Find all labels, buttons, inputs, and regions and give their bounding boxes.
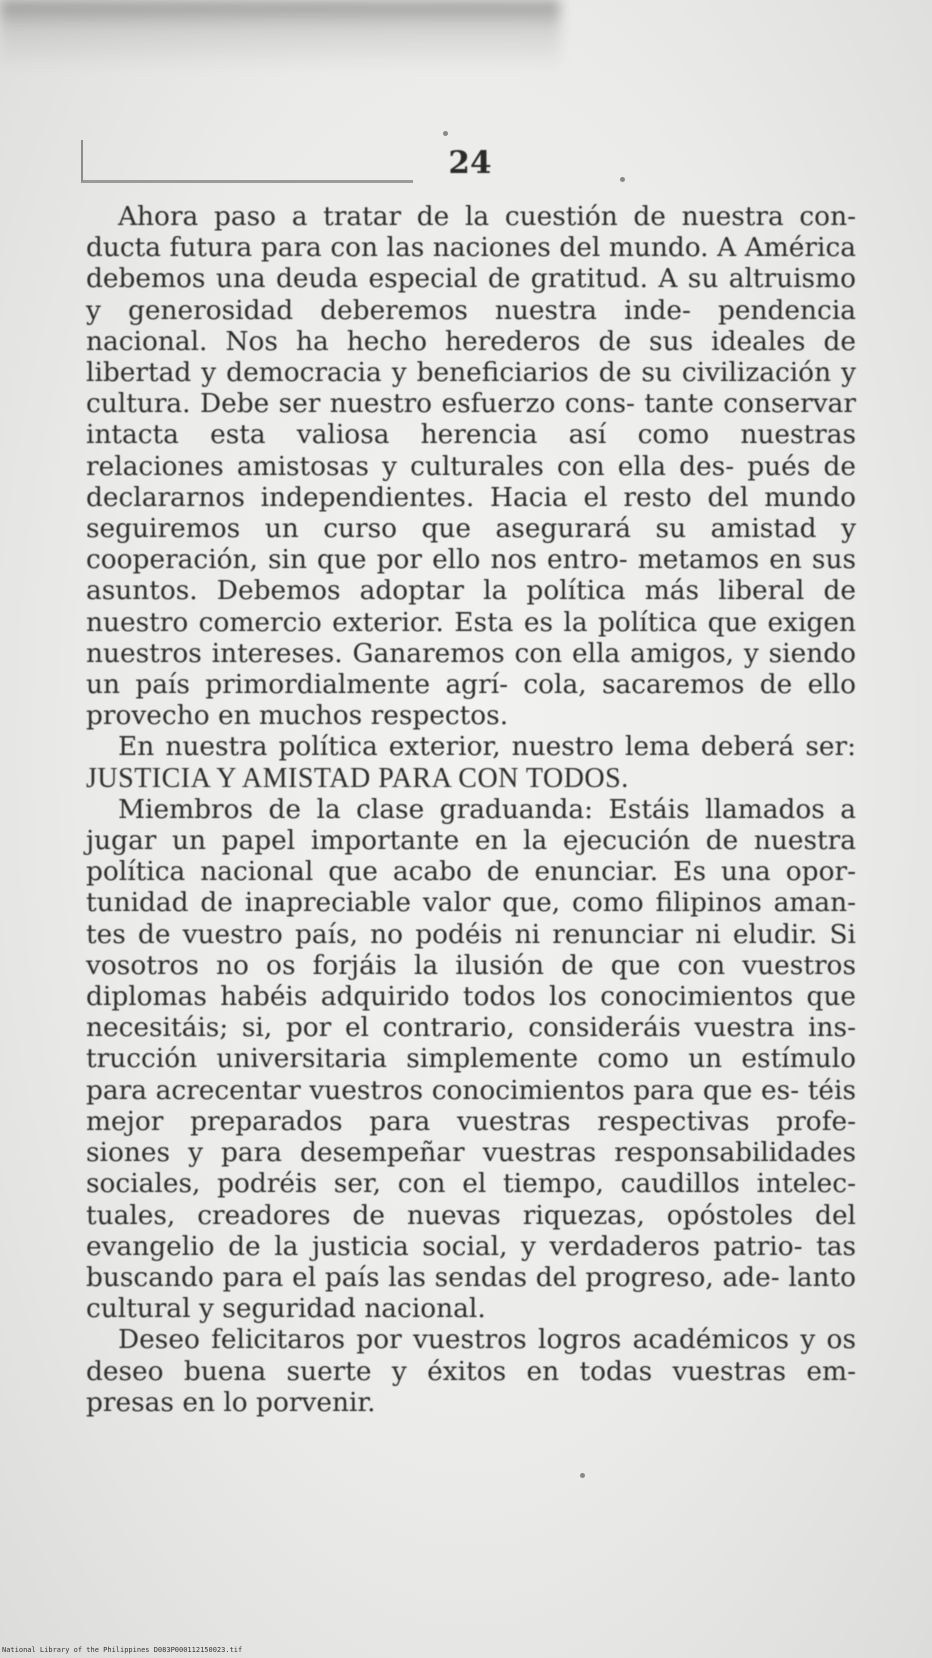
- scan-source-label: National Library of the Philippines D083P000112150023.tif: [2, 1646, 243, 1654]
- motto-text: JUSTICIA Y AMISTAD PARA CON TODOS.: [86, 762, 629, 794]
- body-text: [86, 201, 856, 1418]
- ink-speck: [620, 177, 625, 182]
- ink-speck: [443, 131, 448, 136]
- print-corner-mark: [81, 140, 413, 183]
- paragraph-graduating-class: Miembros de la clase graduanda: Estáis llamados a jugar un papel importante en la ejecución de nuestra política nacional que acabo de enunciar. Es una opor- tunidad de inapreciable valor que, como filipinos aman- tes de vuestro país, no podéis ni renunciar ni eludir. Si vosotros no os forjáis la ilusión de que con vuestros diplomas habéis adquirido todos los conocimientos que necesitáis; si, por el contrario, consideráis vuestra ins- trucción universitaria simplemente como un estímulo para acrecentar vuestros conocimientos para que es- téis mejor preparados para vuestras respectivas profe- siones y para desempeñar vuestras responsabilidades sociales, podréis ser, con el tiempo, caudillos intelec- tuales, creadores de nuevas riquezas, opóstoles del evangelio de la justicia social, y verdaderos patrio- tas buscando para el país las sendas del progreso, ade- lanto cultural y seguridad nacional.: [86, 793, 856, 1325]
- motto-intro: En nuestra política exterior, nuestro lema deberá ser:: [118, 731, 856, 763]
- scan-edge-shadow: [0, 0, 560, 70]
- ink-speck: [580, 1473, 585, 1478]
- page-number: 24: [448, 145, 492, 181]
- paragraph-motto: [86, 731, 856, 793]
- paragraph-foreign-conduct: Ahora paso a tratar de la cuestión de nuestra con- ducta futura para con las naciones del mundo. A América debemos una deuda especial de gratitud. A su altruismo y generosidad deberemos nuestra inde- pendencia nacional. Nos ha hecho herederos de sus ideales de libertad y democracia y beneficiarios de su civilización y cultura. Debe ser nuestro esfuerzo cons- tante conservar intacta esta valiosa herencia así como nuestras relaciones amistosas y culturales con ella des- pués de declararnos independientes. Hacia el resto del mundo seguiremos un curso que asegurará su amistad y cooperación, sin que por ello nos entro- metamos en sus asuntos. Debemos adoptar la política más liberal de nuestro comercio exterior. Esta es la política que exigen nuestros intereses. Ganaremos con ella amigos, y siendo un país primordialmente agrí- cola, sacaremos de ello provecho en muchos respectos.: [86, 201, 856, 732]
- paragraph-congratulations: Deseo felicitaros por vuestros logros académicos y os deseo buena suerte y éxitos en todas vuestras em- presas en lo porvenir.: [86, 1324, 856, 1418]
